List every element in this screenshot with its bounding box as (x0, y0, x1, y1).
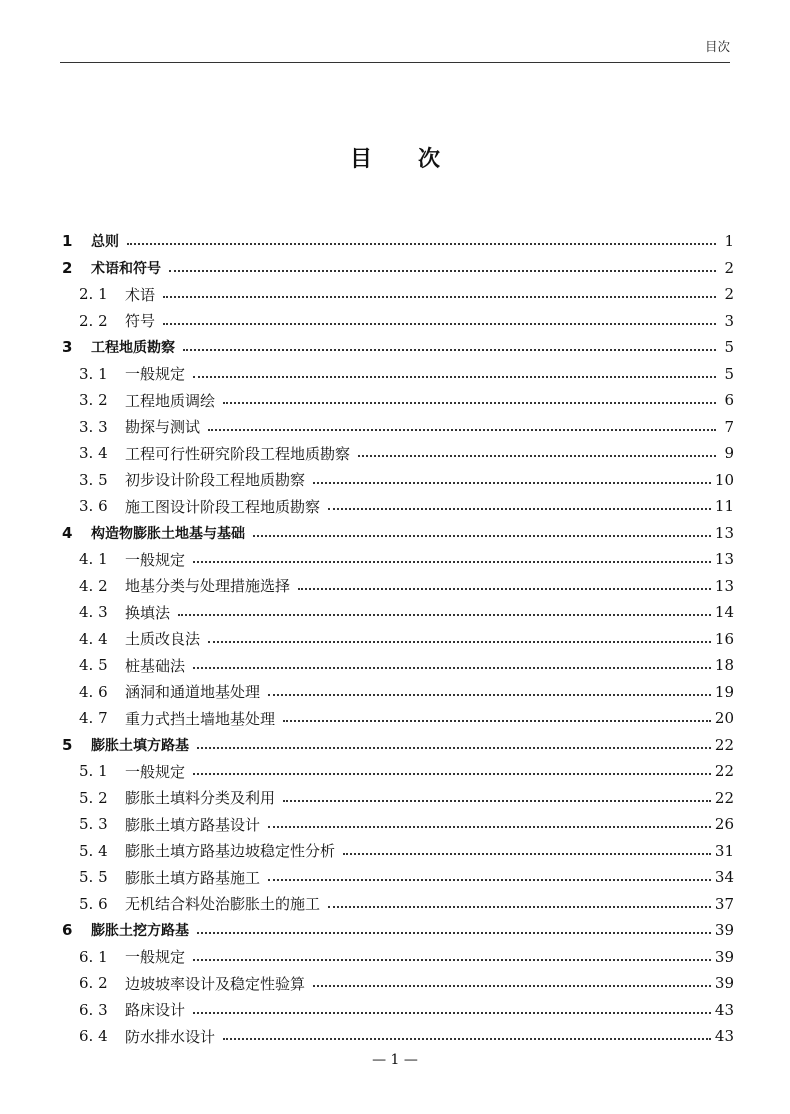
toc-dot-leader (208, 641, 711, 643)
toc-entry-number: 4 (62, 523, 73, 542)
toc-entry-number: 5. 6 (79, 894, 108, 913)
toc-dot-leader (193, 561, 711, 563)
toc-entry-number: 4. 6 (79, 682, 108, 701)
toc-entry-title: 膨胀土填方路基设计 (125, 815, 261, 834)
toc-entry-page: 22 (714, 735, 734, 754)
toc-entry-number: 3. 3 (79, 417, 108, 436)
toc-section-entry[interactable] (60, 546, 734, 573)
toc-entry-title: 涵洞和通道地基处理 (125, 683, 261, 702)
toc-entry-number: 2 (62, 258, 73, 277)
toc-entry-page: 3 (724, 311, 734, 330)
toc-entry-page: 2 (724, 285, 734, 304)
toc-entry-title: 膨胀土填方路基 (91, 737, 189, 754)
toc-entry-page: 39 (714, 974, 734, 993)
toc-entry-number: 2. 2 (79, 311, 108, 330)
toc-entry-number: 6. 3 (79, 1000, 108, 1019)
toc-chapter-entry[interactable] (60, 255, 734, 282)
toc-dot-leader (197, 932, 711, 934)
toc-section-entry[interactable] (60, 838, 734, 865)
toc-entry-title: 土质改良法 (125, 630, 201, 649)
toc-section-entry[interactable] (60, 599, 734, 626)
toc-section-entry[interactable] (60, 811, 734, 838)
toc-entry-number: 4. 1 (79, 550, 108, 569)
toc-entry-number: 5. 3 (79, 815, 108, 834)
page-title (0, 142, 790, 173)
page-number: — 1 — (372, 1052, 418, 1068)
toc-entry-number: 1 (62, 232, 73, 251)
toc-entry-title: 施工图设计阶段工程地质勘察 (125, 497, 321, 516)
toc-section-entry[interactable] (60, 652, 734, 679)
toc-dot-leader (313, 985, 711, 987)
toc-entry-title: 工程地质勘察 (91, 340, 175, 357)
toc-entry-title: 初步设计阶段工程地质勘察 (125, 471, 306, 490)
toc-entry-page: 6 (724, 391, 734, 410)
toc-dot-leader (253, 535, 711, 537)
toc-entry-title: 勘探与测试 (125, 418, 201, 437)
toc-dot-leader (193, 1012, 711, 1014)
toc-section-entry[interactable] (60, 308, 734, 335)
toc-section-entry[interactable] (60, 281, 734, 308)
toc-entry-title: 膨胀土挖方路基 (91, 923, 189, 940)
toc-entry-number: 4. 5 (79, 656, 108, 675)
toc-dot-leader (343, 853, 711, 855)
toc-entry-number: 6 (62, 921, 73, 940)
toc-entry-number: 4. 7 (79, 709, 108, 728)
toc-dot-leader (197, 747, 711, 749)
toc-dot-leader (163, 323, 716, 325)
toc-entry-page: 10 (714, 470, 734, 489)
toc-entry-title: 地基分类与处理措施选择 (125, 577, 291, 596)
toc-section-entry[interactable] (60, 705, 734, 732)
toc-entry-page: 37 (714, 894, 734, 913)
toc-section-entry[interactable] (60, 970, 734, 997)
toc-section-entry[interactable] (60, 361, 734, 388)
toc-entry-page: 13 (714, 523, 734, 542)
toc-dot-leader (208, 429, 716, 431)
toc-dot-leader (268, 879, 711, 881)
toc-entry-page: 13 (714, 550, 734, 569)
toc-entry-title: 术语和符号 (91, 260, 161, 277)
toc-entry-page: 16 (714, 629, 734, 648)
table-of-contents (60, 228, 734, 1050)
toc-entry-number: 5 (62, 735, 73, 754)
toc-entry-page: 43 (714, 1000, 734, 1019)
toc-entry-page: 2 (724, 258, 734, 277)
toc-entry-page: 19 (714, 682, 734, 701)
toc-entry-page: 1 (724, 232, 734, 251)
toc-entry-title: 一般规定 (125, 948, 186, 967)
toc-entry-title: 无机结合料处治膨胀土的施工 (125, 895, 321, 914)
toc-entry-page: 11 (714, 497, 734, 516)
toc-entry-title: 一般规定 (125, 762, 186, 781)
toc-section-entry[interactable] (60, 440, 734, 467)
toc-section-entry[interactable] (60, 944, 734, 971)
toc-entry-page: 22 (714, 788, 734, 807)
toc-entry-title: 总则 (91, 234, 119, 251)
header-rule (60, 62, 730, 63)
toc-entry-page: 22 (714, 762, 734, 781)
toc-section-entry[interactable] (60, 679, 734, 706)
toc-entry-number: 2. 1 (79, 285, 108, 304)
toc-entry-number: 6. 4 (79, 1027, 108, 1046)
toc-dot-leader (328, 906, 711, 908)
toc-entry-number: 3. 2 (79, 391, 108, 410)
toc-section-entry[interactable] (60, 493, 734, 520)
toc-entry-page: 5 (724, 338, 734, 357)
toc-entry-number: 5. 1 (79, 762, 108, 781)
toc-entry-page: 18 (714, 656, 734, 675)
toc-chapter-entry[interactable] (60, 228, 734, 255)
toc-section-entry[interactable] (60, 997, 734, 1024)
toc-entry-title: 膨胀土填方路基边坡稳定性分析 (125, 842, 336, 861)
toc-dot-leader (268, 694, 711, 696)
toc-section-entry[interactable] (60, 1023, 734, 1050)
toc-dot-leader (169, 270, 716, 272)
toc-entry-number: 6. 2 (79, 974, 108, 993)
toc-entry-number: 5. 5 (79, 868, 108, 887)
toc-chapter-entry[interactable] (60, 732, 734, 759)
toc-entry-number: 5. 2 (79, 788, 108, 807)
toc-entry-title: 路床设计 (125, 1001, 186, 1020)
toc-chapter-entry[interactable] (60, 917, 734, 944)
toc-entry-page: 7 (724, 417, 734, 436)
toc-dot-leader (193, 773, 711, 775)
toc-entry-number: 4. 2 (79, 576, 108, 595)
toc-entry-title: 膨胀土填方路基施工 (125, 868, 261, 887)
toc-entry-title: 桩基础法 (125, 656, 186, 675)
toc-dot-leader (223, 1038, 711, 1040)
toc-entry-number: 3. 6 (79, 497, 108, 516)
toc-dot-leader (127, 243, 716, 245)
toc-entry-page: 34 (714, 868, 734, 887)
toc-dot-leader (283, 800, 711, 802)
toc-entry-number: 3. 5 (79, 470, 108, 489)
toc-entry-title: 膨胀土填料分类及利用 (125, 789, 276, 808)
toc-entry-title: 构造物膨胀土地基与基础 (91, 525, 245, 542)
page-title-char-2: 次 (418, 147, 441, 172)
toc-entry-page: 43 (714, 1027, 734, 1046)
toc-chapter-entry[interactable] (60, 520, 734, 547)
toc-entry-title: 一般规定 (125, 550, 186, 569)
toc-dot-leader (193, 667, 711, 669)
toc-entry-page: 5 (724, 364, 734, 383)
toc-entry-title: 一般规定 (125, 365, 186, 384)
toc-entry-number: 6. 1 (79, 947, 108, 966)
toc-section-entry[interactable] (60, 758, 734, 785)
toc-entry-title: 工程地质调绘 (125, 391, 216, 410)
toc-entry-page: 31 (714, 841, 734, 860)
toc-dot-leader (223, 402, 716, 404)
toc-dot-leader (298, 588, 711, 590)
toc-section-entry[interactable] (60, 864, 734, 891)
toc-dot-leader (313, 482, 711, 484)
toc-entry-page: 39 (714, 921, 734, 940)
toc-dot-leader (163, 296, 716, 298)
toc-entry-number: 4. 4 (79, 629, 108, 648)
toc-dot-leader (283, 720, 711, 722)
toc-dot-leader (178, 614, 711, 616)
toc-dot-leader (183, 349, 716, 351)
toc-dot-leader (193, 959, 711, 961)
toc-entry-page: 13 (714, 576, 734, 595)
toc-dot-leader (193, 376, 716, 378)
toc-section-entry[interactable] (60, 387, 734, 414)
toc-entry-page: 26 (714, 815, 734, 834)
toc-chapter-entry[interactable] (60, 334, 734, 361)
toc-entry-title: 换填法 (125, 603, 171, 622)
page-title-char-1: 目 (349, 147, 372, 172)
toc-entry-page: 39 (714, 947, 734, 966)
toc-entry-title: 防水排水设计 (125, 1027, 216, 1046)
toc-entry-number: 5. 4 (79, 841, 108, 860)
running-head: 目次 (704, 39, 730, 54)
toc-section-entry[interactable] (60, 573, 734, 600)
toc-entry-title: 术语 (125, 285, 156, 304)
toc-entry-title: 符号 (125, 312, 156, 331)
toc-entry-number: 3 (62, 338, 73, 357)
toc-entry-title: 工程可行性研究阶段工程地质勘察 (125, 444, 351, 463)
toc-section-entry[interactable] (60, 467, 734, 494)
toc-entry-number: 3. 4 (79, 444, 108, 463)
toc-entry-page: 20 (714, 709, 734, 728)
toc-dot-leader (328, 508, 711, 510)
toc-entry-title: 边坡坡率设计及稳定性验算 (125, 974, 306, 993)
toc-section-entry[interactable] (60, 891, 734, 918)
toc-entry-page: 14 (714, 603, 734, 622)
toc-section-entry[interactable] (60, 785, 734, 812)
toc-entry-number: 3. 1 (79, 364, 108, 383)
toc-dot-leader (358, 455, 716, 457)
toc-entry-title: 重力式挡土墙地基处理 (125, 709, 276, 728)
toc-entry-number: 4. 3 (79, 603, 108, 622)
toc-section-entry[interactable] (60, 626, 734, 653)
toc-dot-leader (268, 826, 711, 828)
toc-entry-page: 9 (724, 444, 734, 463)
toc-section-entry[interactable] (60, 414, 734, 441)
